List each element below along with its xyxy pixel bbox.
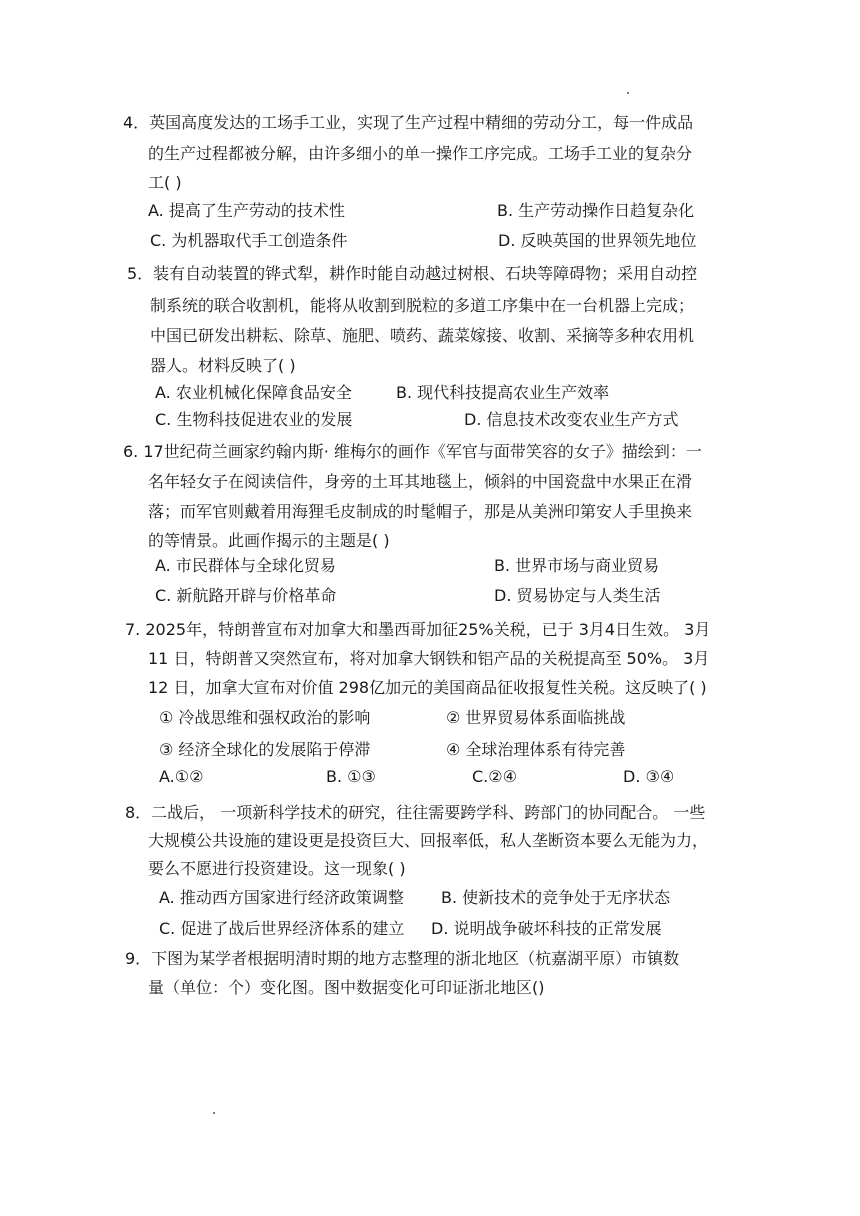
question-stem-line: 12 日，加拿大宣布对价值 298亿加元的美国商品征收报复性关税。这反映了( ) xyxy=(148,678,707,697)
option-c: C. 新航路开辟与价格革命 xyxy=(155,586,337,605)
speck-mark xyxy=(627,92,629,94)
option-a: A. 市民群体与全球化贸易 xyxy=(155,556,336,575)
option-d: D. 贸易协定与人类生活 xyxy=(494,586,661,605)
question-stem-line: 器人。材料反映了( ) xyxy=(150,356,296,375)
option-a: A.①② xyxy=(159,767,204,786)
statement-3: ③ 经济全球化的发展陷于停滞 xyxy=(159,740,371,759)
option-a: A. 农业机械化保障食品安全 xyxy=(155,383,352,402)
speck-mark xyxy=(213,1112,215,1114)
option-c: C. 促进了战后世界经济体系的建立 xyxy=(159,919,405,938)
question-stem-line: 量（单位：个）变化图。图中数据变化可印证浙北地区() xyxy=(148,978,545,997)
question-stem-line: 的等情景。此画作揭示的主题是( ) xyxy=(148,531,390,550)
statement-1: ① 冷战思维和强权政治的影响 xyxy=(159,708,371,727)
option-b: B. 世界市场与商业贸易 xyxy=(494,556,660,575)
option-c: C. 生物科技促进农业的发展 xyxy=(155,410,353,429)
option-a: A. 推动西方国家进行经济政策调整 xyxy=(159,888,404,907)
question-stem-line: 的生产过程都被分解，由许多细小的单一操作工序完成。工场手工业的复杂分 xyxy=(148,144,693,163)
option-b: B. 使新技术的竞争处于无序状态 xyxy=(441,888,671,907)
question-stem-line: 中国已研发出耕耘、除草、施肥、喷药、蔬菜嫁接、收割、采摘等多种农用机 xyxy=(150,326,695,345)
question-stem-line: 8．二战后， 一项新科学技术的研究，往往需要跨学科、跨部门的协同配合。 一些 xyxy=(125,803,706,822)
statement-2: ② 世界贸易体系面临挑战 xyxy=(446,708,626,727)
question-stem-line: 制系统的联合收割机，能将从收割到脱粒的多道工序集中在一台机器上完成； xyxy=(150,296,695,315)
question-stem-line: 要么不愿进行投资建设。这一现象( ) xyxy=(148,859,406,878)
question-stem-line: 4．英国高度发达的工场手工业，实现了生产过程中精细的劳动分工，每一件成品 xyxy=(123,113,694,132)
option-c: C.②④ xyxy=(472,767,517,786)
question-stem-line: 6. 17世纪荷兰画家约翰内斯· 维梅尔的画作《军官与面带笑容的女子》描绘到：一 xyxy=(123,442,702,461)
question-stem-line: 大规模公共设施的建设更是投资巨大、回报率低，私人垄断资本要么无能为力， xyxy=(148,831,709,850)
option-a: A. 提高了生产劳动的技术性 xyxy=(148,201,345,220)
option-b: B. 生产劳动操作日趋复杂化 xyxy=(497,201,695,220)
option-d: D. ③④ xyxy=(623,767,675,786)
question-stem-line: 9．下图为某学者根据明清时期的地方志整理的浙北地区（杭嘉湖平原）市镇数 xyxy=(125,949,680,968)
option-b: B. 现代科技提高农业生产效率 xyxy=(396,383,610,402)
question-stem-line: 7. 2025年，特朗普宣布对加拿大和墨西哥加征25%关税，已于 3月4日生效。 3月 xyxy=(125,620,711,639)
question-stem-line: 5．装有自动装置的铧式犁，耕作时能自动越过树根、石块等障碍物；采用自动控 xyxy=(127,264,698,283)
question-stem-line: 工( ) xyxy=(148,173,182,192)
question-stem-line: 名年轻女子在阅读信件，身旁的土耳其地毯上，倾斜的中国瓷盘中水果正在滑 xyxy=(148,472,693,491)
option-c: C. 为机器取代手工创造条件 xyxy=(150,231,348,250)
option-d: D. 说明战争破坏科技的正常发展 xyxy=(431,919,662,938)
question-stem-line: 落；而军官则戴着用海狸毛皮制成的时髦帽子，那是从美洲印第安人手里换来 xyxy=(148,502,693,521)
option-d: D. 反映英国的世界领先地位 xyxy=(498,231,697,250)
question-stem-line: 11 日，特朗普又突然宣布，将对加拿大钢铁和铝产品的关税提高至 50%。 3月 xyxy=(148,649,710,668)
option-d: D. 信息技术改变农业生产方式 xyxy=(464,410,679,429)
statement-4: ④ 全球治理体系有待完善 xyxy=(446,740,626,759)
option-b: B. ①③ xyxy=(326,767,376,786)
